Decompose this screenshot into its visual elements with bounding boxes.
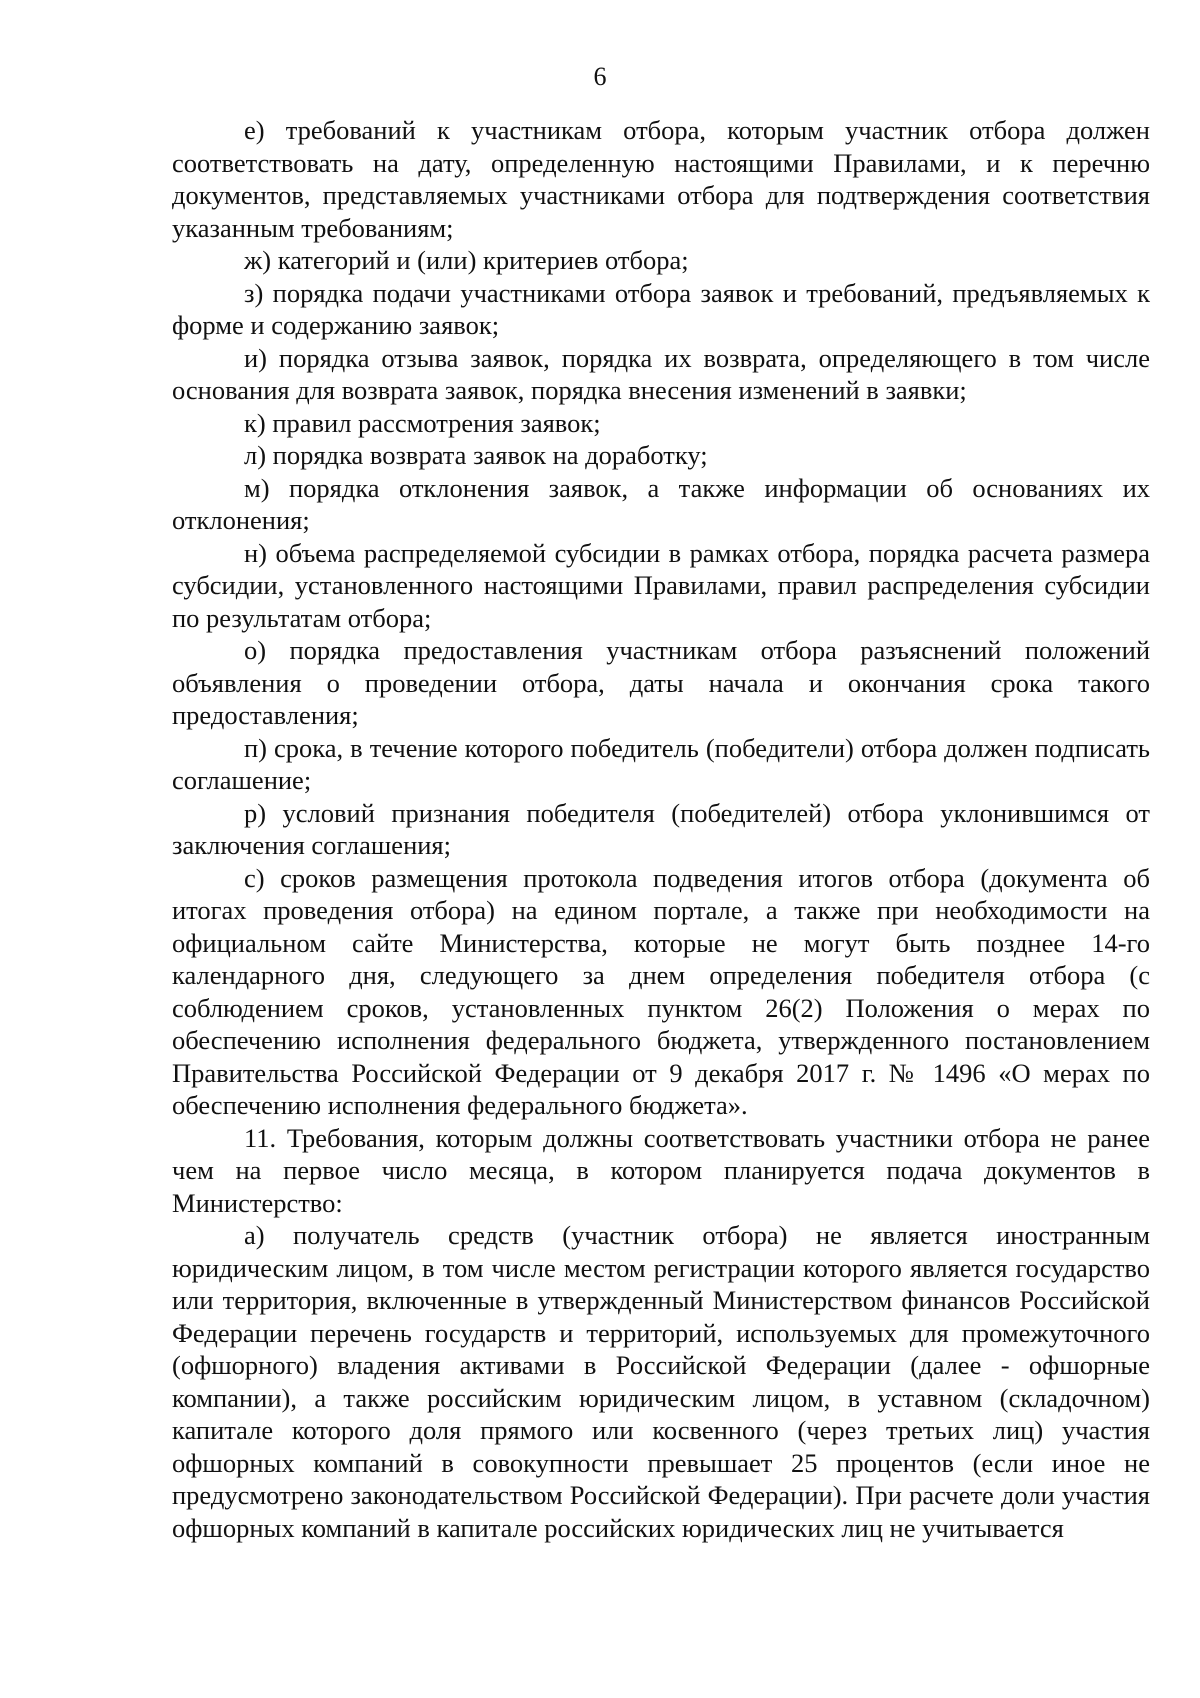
paragraph-s: с) сроков размещения протокола подведения итогов отбора (документа об итогах проведения отбора) на едином портале, а также при необходимости на официальном сайте Министерства, которые не могут быть позднее 14-го календарного дня, следующего за днем определения победителя отбора (с соблюдением сроков, установленных пунктом 26(2) Положения о мерах по обеспечению исполнения федерального бюджета, утвержденного постановлением Правительства Российской Федерации от 9 декабря 2017 г. № 1496 «О мерах по обеспечению исполнения федерального бюджета». (172, 862, 1150, 1120)
paragraph-section-11: 11. Требования, которым должны соответствовать участники отбора не ранее чем на первое число месяца, в котором планируется подача документов в Министерство: (172, 1122, 1150, 1218)
page-number: 6 (593, 62, 607, 91)
paragraph-p: п) срока, в течение которого победитель (победители) отбора должен подписать соглашение; (172, 732, 1150, 795)
paragraph-m: м) порядка отклонения заявок, а также информации об основаниях их отклонения; (172, 472, 1150, 535)
paragraph-z: з) порядка подачи участниками отбора заявок и требований, предъявляемых к форме и содержанию заявок; (172, 277, 1150, 340)
paragraph-a: а) получатель средств (участник отбора) не является иностранным юридическим лицом, в том числе местом регистрации которого является государство или территория, включенные в утвержденный Министерством финансов Российской Федерации перечень государств и территорий, используемых для промежуточного (офшорного) владения активами в Российской Федерации (далее - офшорные компании), а также российским юридическим лицом, в уставном (складочном) капитале которого доля прямого или косвенного (через третьих лиц) участия офшорных компаний в совокупности превышает 25 процентов (если иное не предусмотрено законодательством Российской Федерации). При расчете доли участия офшорных компаний в капитале российских юридических лиц не учитывается (172, 1220, 1150, 1543)
paragraph-k: к) правил рассмотрения заявок; (244, 407, 601, 438)
paragraph-l: л) порядка возврата заявок на доработку; (244, 440, 708, 470)
paragraph-n: н) объема распределяемой субсидии в рамках отбора, порядка расчета размера субсидии, установленного настоящими Правилами, правил распределения субсидии по результатам отбора; (172, 537, 1150, 633)
paragraph-e: е) требований к участникам отбора, которым участник отбора должен соответствовать на дату, определенную настоящими Правилами, и к перечню документов, представляемых участниками отбора для подтверждения соответствия указанным требованиям; (172, 115, 1150, 243)
document-body (172, 114, 1150, 1544)
paragraph-r: р) условий признания победителя (победителей) отбора уклонившимся от заключения соглашения; (172, 797, 1150, 860)
paragraph-o: о) порядка предоставления участникам отбора разъяснений положений объявления о проведении отбора, даты начала и окончания срока такого предоставления; (172, 635, 1150, 730)
paragraph-i: и) порядка отзыва заявок, порядка их возврата, определяющего в том числе основания для возврата заявок, порядка внесения изменений в заявки; (172, 342, 1150, 405)
paragraph-zh: ж) категорий и (или) критериев отбора; (244, 245, 689, 275)
